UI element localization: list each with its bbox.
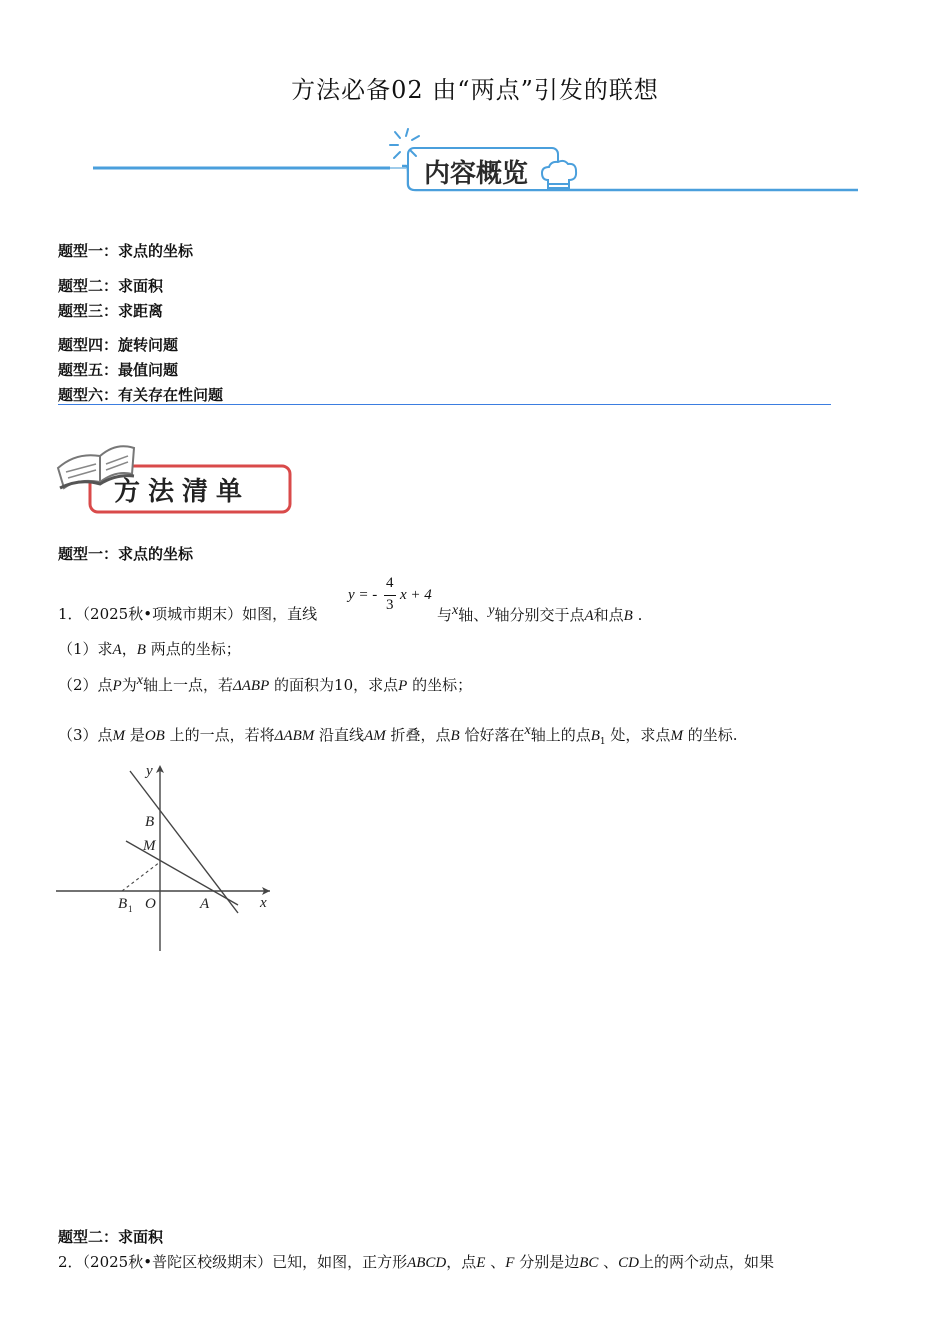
text: （2025秋•普陀区校级期末）已知，如图，正方形 <box>82 1253 408 1271</box>
text: 的坐标； <box>412 676 473 694</box>
label-B: B <box>145 814 155 830</box>
text: 、 <box>490 1253 506 1271</box>
text: 、 <box>603 1253 619 1271</box>
toc-item-5: 题型五：最值问题 <box>58 361 179 379</box>
label-x: x <box>260 895 267 911</box>
text: 为 <box>121 676 137 694</box>
text: . <box>637 606 643 624</box>
segment-BC: BC <box>579 1255 599 1271</box>
question-1-tail <box>437 603 642 625</box>
dashed-B1M <box>122 862 160 891</box>
text: 折叠，点 <box>390 726 451 744</box>
segment-CD: CD <box>618 1255 640 1271</box>
label-y: y <box>146 763 153 779</box>
var-B: B <box>450 728 460 744</box>
var-y: y <box>488 603 495 618</box>
text: 轴分别交于点 <box>494 606 585 624</box>
var-x: x <box>136 673 143 688</box>
square-ABCD: ABCD <box>407 1255 447 1271</box>
toc-divider <box>58 404 831 405</box>
question-2-line <box>58 1251 774 1272</box>
var-A: A <box>584 608 594 624</box>
label-B1-subscript: 1 <box>128 904 133 914</box>
question-number: 2． <box>58 1253 83 1271</box>
overview-banner <box>90 128 860 198</box>
method-banner <box>56 438 296 518</box>
text: 上的一点，若将 <box>169 726 275 744</box>
label-O: O <box>145 896 156 912</box>
toc-item-4: 题型四：旋转问题 <box>58 336 179 354</box>
toc-item-3: 题型三：求距离 <box>58 302 164 320</box>
section-heading-2: 题型二：求面积 <box>58 1228 164 1246</box>
segment-OB: OB <box>144 728 165 744</box>
text: 轴上一点，若 <box>142 676 233 694</box>
method-badge: 方法清单 <box>114 477 251 507</box>
var-x: x <box>452 603 459 618</box>
text: 上的两个动点，如果 <box>639 1253 775 1271</box>
var-M: M <box>670 728 683 744</box>
triangle-ABP: ΔABP <box>232 678 270 694</box>
equation-numerator: 4 <box>386 575 394 591</box>
equation-rhs: x + 4 <box>400 587 432 603</box>
toc-item-2: 题型二：求面积 <box>58 277 164 295</box>
overview-badge: 内容概览 <box>424 159 529 189</box>
text: 的面积为10，求点 <box>274 676 399 694</box>
text: 与 <box>437 606 453 624</box>
text: 处，求点 <box>610 726 671 744</box>
text: 两点的坐标； <box>150 640 241 658</box>
question-source: （2025秋•项城市期末）如图，直线 <box>82 605 318 623</box>
toc-item-6: 题型六：有关存在性问题 <box>58 386 224 404</box>
coordinate-figure <box>52 755 282 960</box>
var-x: x <box>524 723 531 738</box>
subscript-1: 1 <box>599 737 606 747</box>
equation-denominator: 3 <box>386 597 394 613</box>
text: （3）点 <box>58 726 113 744</box>
var-E: E <box>476 1255 486 1271</box>
text: （1）求 <box>58 640 113 658</box>
toc-item-1: 题型一：求点的坐标 <box>58 242 194 260</box>
sparkle-icon <box>390 129 419 158</box>
label-A: A <box>200 896 210 912</box>
var-B1: B <box>590 728 600 744</box>
question-number: 1． <box>58 605 83 623</box>
var-P: P <box>112 678 122 694</box>
var-P: P <box>398 678 408 694</box>
var-M: M <box>112 728 126 744</box>
text: 轴、 <box>458 606 489 624</box>
question-1-part-3 <box>58 723 738 747</box>
label-M: M <box>143 838 156 854</box>
text: 的坐标. <box>687 726 738 744</box>
text: 沿直线 <box>319 726 365 744</box>
var-A: A <box>112 642 122 658</box>
var-F: F <box>505 1255 515 1271</box>
text: 轴上的点 <box>530 726 591 744</box>
page-title: 方法必备02 由“两点”引发的联想 <box>291 76 659 104</box>
text: ，点 <box>446 1253 477 1271</box>
equation-lhs: y = - <box>348 587 378 603</box>
triangle-ABM: ΔABM <box>274 728 315 744</box>
equation <box>348 575 438 621</box>
section-heading-1: 题型一：求点的坐标 <box>58 545 194 563</box>
line-AM: AM <box>364 728 386 744</box>
var-B: B <box>623 608 633 624</box>
text: （2）点 <box>58 676 113 694</box>
question-1-part-1 <box>58 638 241 659</box>
text: 分别是边 <box>519 1253 580 1271</box>
question-1-part-2 <box>58 673 472 695</box>
text: ， <box>121 640 137 658</box>
text: 是 <box>129 726 145 744</box>
text: 恰好落在 <box>464 726 525 744</box>
var-B: B <box>136 642 146 658</box>
question-1-line <box>58 603 317 624</box>
label-B1: B <box>118 896 128 912</box>
text: 和点 <box>593 606 624 624</box>
fraction-bar <box>384 595 396 596</box>
